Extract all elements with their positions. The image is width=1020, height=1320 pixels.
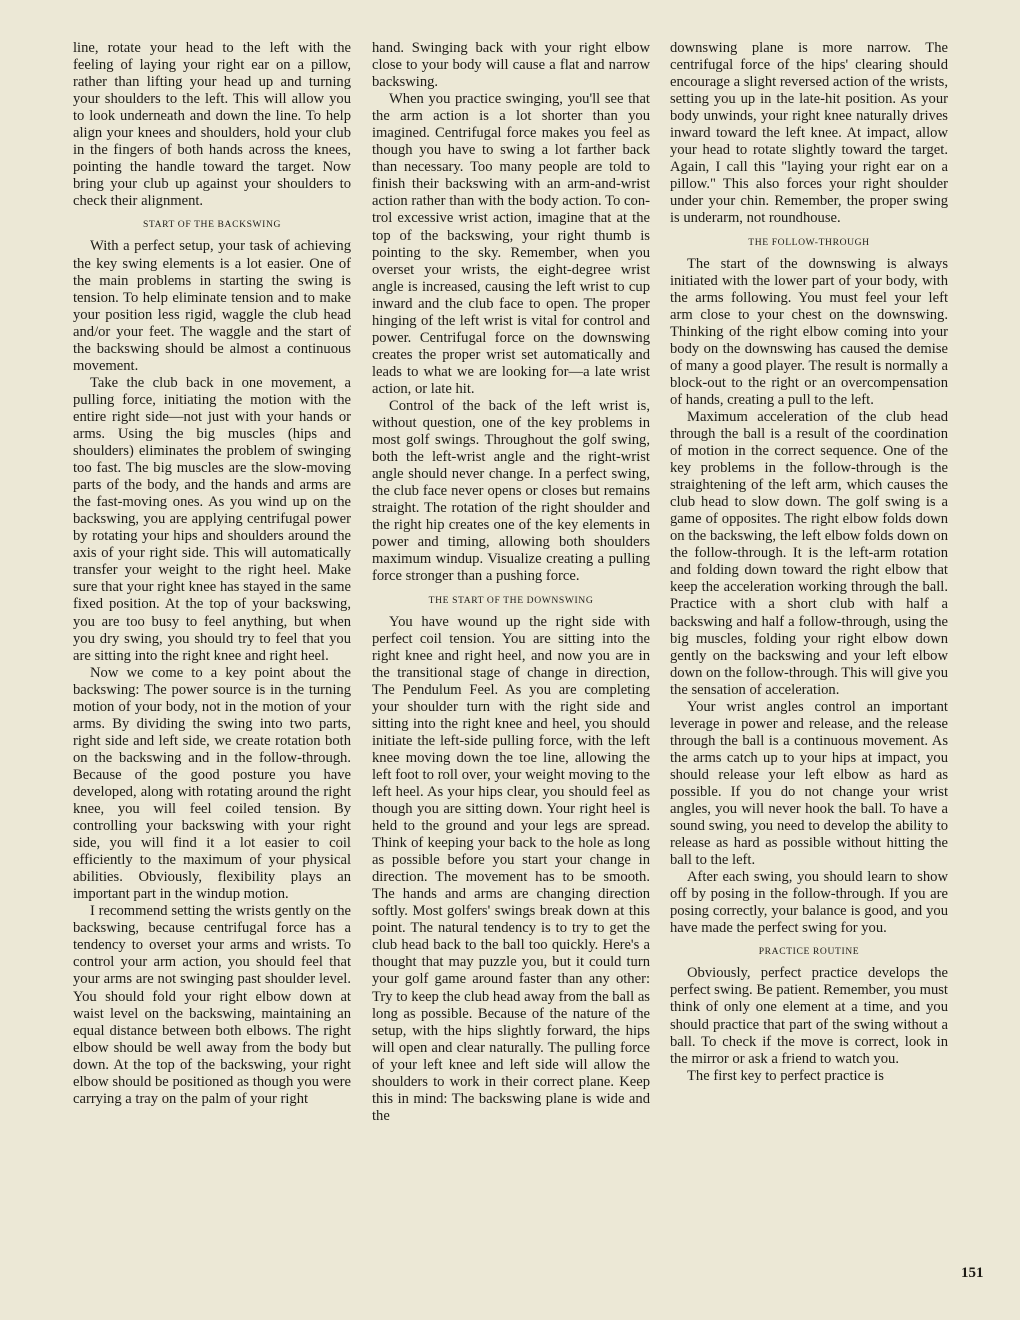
paragraph: Maximum acceleration of the club head through the ball is a result of the coordination of motion in the correct sequence. One of the key problems in the follow-through is the straightening of the left arm, which causes the club head to slow down. The golf swing is a game of opposites. The right elbow folds down on the backswing, the left elbow folds down on the follow-through. It is the left-arm rotation and folding down toward the right elbow that keep the acceleration working through the ball. Practice with a short club with half a backswing and half a follow-through, using the big muscles, folding your right elbow down gently on the backswing and your left elbow down on the follow-through. This will give you the sensation of acceleration. (670, 408, 948, 698)
paragraph: downswing plane is more narrow. The centrifugal force of the hips' clearing should encourage a slight reversed action of the wrists, setting you up in the late-hit position. As your body unwinds, your right knee naturally drives inward toward the left knee. At impact, allow your head to rotate slightly toward the target. Again, I call this "laying your right ear on a pillow." This also forces your right shoulder under your chin. Remember, the proper swing is underarm, not roundhouse. (670, 40, 948, 227)
paragraph: Take the club back in one movement, a pulling force, initiating the motion with the entire right side—not just with your hands or arms. Using the big muscles (hips and shoulders) eliminates the problem of swinging too fast. The big muscles are the slow-moving parts of the body, and the hands and arms are the fast-moving ones. As you wind up on the backswing, you are applying centrifugal power by rotating your hips and shoulders around the axis of your right side. This will automatically transfer your weight to the right heel. Make sure that your right knee has stayed in the same fixed position. At the top of your backswing, you are too busy to feel anything, but when you dry swing, you should try to feel that you are sitting into the right knee and right heel. (73, 374, 351, 664)
paragraph: I recommend setting the wrists gently on the backswing, because centrifugal force has a tendency to overset your arms and wrists. To control your arm action, you should feel that your arms are not swinging past shoulder level. You should fold your right elbow down at waist level on the backswing, maintaining an equal distance between both elbows. The right elbow should be well away from the body but down. At the top of the backswing, your right elbow should be positioned as though you were carrying a tray on the palm of your right (73, 903, 351, 1107)
paragraph: When you practice swinging, you'll see that the arm action is a lot shorter than you imagined. Centrifugal force makes you feel as though you have to swing a lot farther back than necessary. Too many people are told to finish their backswing with an arm-and-wrist action rather than with the body action. To control excessive wrist action, imagine that at the top of the backswing, your right thumb is pointing to the sky. Remember, when you overset your wrists, the eight-degree wrist angle is increased, causing the left wrist to cup inward and the club face to open. The proper hinging of the left wrist is vital for control and power. Centrifugal force on the downswing creates the proper wrist set automatically and leads to what we are looking for—a late wrist action, or late hit. (372, 91, 650, 397)
text-column-2 (372, 40, 650, 1125)
paragraph: line, rotate your head to the left with the feeling of laying your right ear on a pillow, rather than lifting your head up and turning your shoulders to the left. This will allow you to look underneath and down the line. To help align your knees and shoulders, hold your club in the fingers of both hands across the knees, pointing the handle toward the target. Now bring your club up against your shoulders to check their alignment. (73, 40, 351, 210)
section-heading: PRACTICE ROUTINE (758, 946, 860, 958)
section-heading: THE FOLLOW-THROUGH (748, 236, 870, 248)
paragraph: With a perfect setup, your task of achieving the key swing elements is a lot easier. One of the main problems in starting the swing is tension. To help eliminate tension and to make your position less rigid, waggle the club head and/or your feet. The waggle and the start of the backswing should be almost a continuous movement. (73, 238, 351, 374)
text-column-3 (670, 40, 948, 1085)
text-column-1 (73, 40, 351, 1108)
paragraph: The first key to perfect practice is (687, 1067, 884, 1084)
paragraph: You have wound up the right side with perfect coil tension. You are sitting into the right knee and right heel, and now you are in the transitional stage of change in direction, The Pendulum Feel. As you are completing your shoulder turn with the right side and sitting into the right knee and heel, you should initiate the left-side pulling force, with the left knee moving down the toe line, allowing the left foot to roll over, your weight moving to the left heel. As your hips clear, you should feel as though you are sitting down. Your right heel is held to the ground and your legs are spread. Think of keeping your back to the hole as long as possible before you start your change in direction. The movement has to be smooth. The hands and arms are changing direction softly. Most golfers' swings break down at this point. The natural tendency is to try to get the club head back to the ball too quickly. Here's a thought that may puzzle you, but it could turn your golf game around faster than any other: Try to keep the club head away from the ball as long as possible. Because of the nature of the setup, with the hips slightly forward, the hips will open and clear naturally. The pulling force of your left knee and left side will allow the shoulders to work in their correct plane. Keep this in mind: The backswing plane is wide and the (372, 613, 650, 1124)
paragraph: hand. Swinging back with your right elbow close to your body will cause a flat and narrow backswing. (372, 40, 650, 91)
paragraph: Control of the back of the left wrist is, without question, one of the key problems in most golf swings. Throughout the golf swing, both the left-wrist angle and the right-wrist angle should never change. In a perfect swing, the club face never opens or closes but remains straight. The rotation of the right shoulder and the right hip creates one of the key elements in power and timing, allowing both shoulders maximum windup. Visualize creating a pulling force stronger than a pushing force. (372, 397, 650, 585)
page-number: 151 (961, 1265, 984, 1281)
section-heading: START OF THE BACKSWING (142, 219, 282, 231)
paragraph: After each swing, you should learn to show off by posing in the follow-through. If you are posing correctly, your balance is good, and you have made the perfect swing for you. (670, 869, 948, 937)
paragraph: Now we come to a key point about the backswing: The power source is in the turning motion of your body, not in the motion of your arms. By dividing the swing into two parts, right side and left side, we create rotation both on the backswing and in the follow-through. Because of the good posture you have developed, along with rotating around the right knee, you will feel coiled tension. By controlling your backswing with your right side, you will find it a lot easier to coil efficiently to the maximum of your physical abilities. Obviously, flexibility plays an important part in the windup motion. (73, 664, 351, 903)
paragraph: The start of the downswing is always initiated with the lower part of your body, with the arms following. You must feel your left arm close to your chest on the downswing. Thinking of the right elbow coming into your body on the downswing has caused the demise of many a good player. The result is normally a block-out to the right or an overcompensation of hands, creating a pull to the left. (670, 255, 948, 408)
paragraph: Your wrist angles control an important leverage in power and release, and the release through the ball is a continuous movement. As the arms catch up to your hips at impact, you should release your left elbow as hard as possible. If you do not change your wrist angles, you will never hook the ball. To have a sound swing, you need to develop the ability to release as hard as possible without hitting the ball to the left. (670, 698, 948, 869)
section-heading: THE START OF THE DOWNSWING (428, 594, 594, 606)
paragraph: Obviously, perfect practice develops the perfect swing. Be patient. Remember, you must think of only one element at a time, and you should practice that part of the swing without a ball. To check if the move is correct, look in the mirror or ask a friend to watch you. (670, 965, 948, 1067)
